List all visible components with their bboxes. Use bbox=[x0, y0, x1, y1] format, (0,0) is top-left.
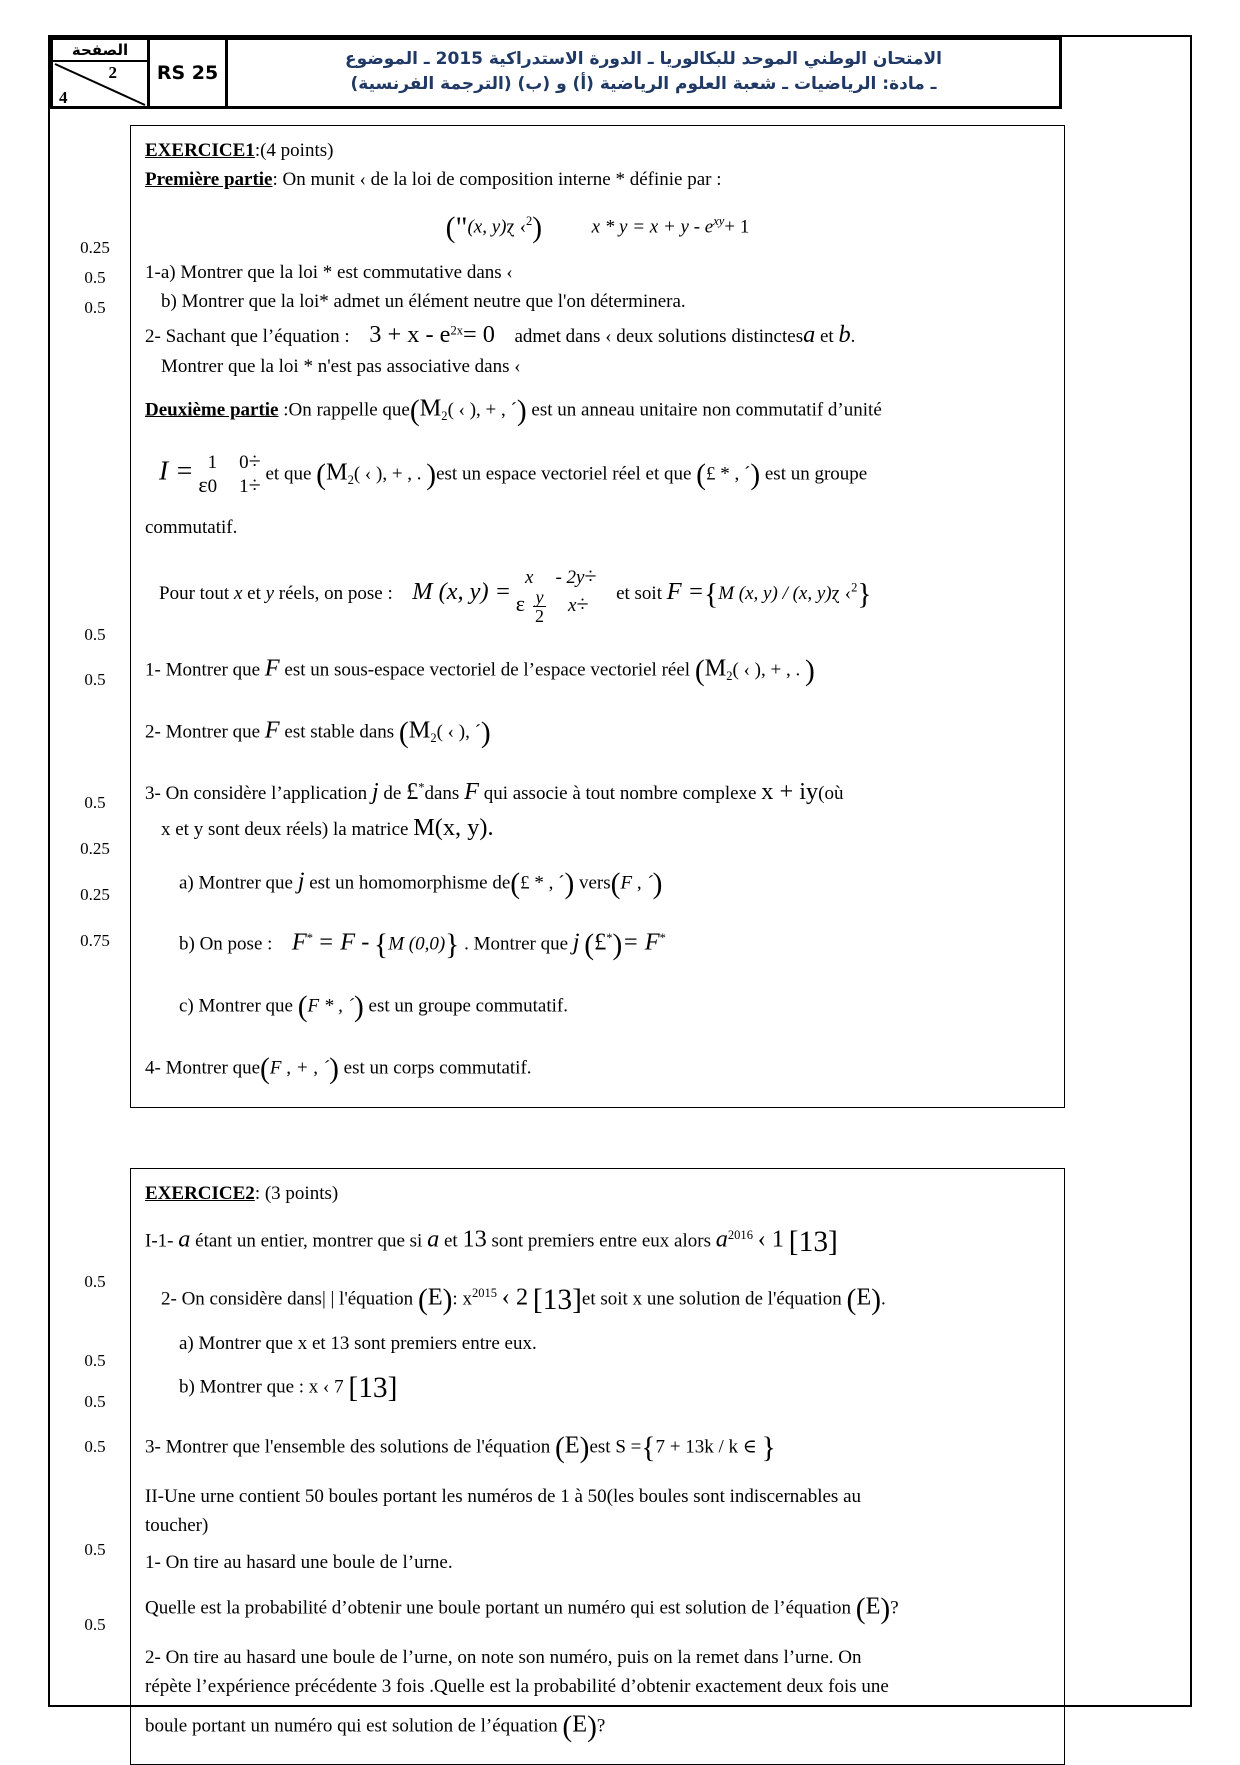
commutatif-line: commutatif. bbox=[145, 516, 238, 538]
identity-matrix: ɛ 1 0÷ 0 1÷ bbox=[198, 447, 261, 497]
matrix-row: x - 2y÷ bbox=[525, 562, 597, 588]
ex2-q2-sym: | | bbox=[321, 1287, 335, 1309]
ex2-q2-mod: [13] bbox=[532, 1283, 582, 1316]
fraction-denominator: 2 bbox=[535, 605, 545, 626]
p2-q3b-eq: = F - bbox=[317, 928, 370, 956]
q1a-line: 1-a) Montrer que la loi * est commutative dans ‹ bbox=[145, 261, 513, 283]
matrix-cell: x bbox=[568, 594, 577, 616]
p2-q3b-a: b) On pose : bbox=[179, 933, 273, 955]
p2-q3b-C: £ bbox=[594, 928, 607, 956]
p2-q3-b: de bbox=[383, 782, 402, 804]
mark-value: 0.75 bbox=[80, 931, 110, 950]
p2-q3a-C: £ * , ´ bbox=[520, 871, 565, 893]
q2-equation-exp: 2x bbox=[450, 323, 463, 338]
p2-q3c-line: c) Montrer que (F * , ´) est un groupe commutatif. bbox=[179, 991, 568, 1024]
part1-heading bbox=[145, 167, 1050, 194]
part1-intro: : On munit ‹ de la loi de composition interne * définie par : bbox=[272, 168, 722, 190]
p2-q1-M-args: ( ‹ ), + , . bbox=[732, 659, 805, 681]
M-intro-y: y bbox=[265, 582, 275, 604]
M-intro-a: Pour tout bbox=[159, 582, 230, 604]
mark-value: 0.5 bbox=[84, 625, 106, 644]
q2-et: et bbox=[820, 325, 834, 347]
exercise-2-title: EXERCICE2 bbox=[145, 1182, 255, 1204]
ex2-p-q2-line2: répète l’expérience précédente 3 fois .Quelle est la probabilité d’obtenir exactement deux fois une bbox=[145, 1675, 889, 1697]
ex2-p-q2-l3-a: boule portant un numéro qui est solution de l’équation bbox=[145, 1714, 558, 1736]
identity-group: £ * , ´ bbox=[705, 463, 751, 485]
ex2-p-q2-l3-q: ? bbox=[596, 1714, 606, 1736]
matrix-row: $\frac{y}{2}$ x÷ bbox=[535, 586, 589, 626]
ex2-p-q2-l3-E: E bbox=[572, 1709, 588, 1737]
p2-q3b-Fstar: F bbox=[291, 928, 307, 956]
ex2-q1-cong: ‹ 1 bbox=[757, 1225, 785, 1253]
p2-q3-line2-a: x et y sont deux réels) la matrice bbox=[161, 819, 409, 841]
q1b-line: b) Montrer que la loi* admet un élément neutre que l'on déterminera. bbox=[161, 290, 686, 312]
p2-q1-M: M bbox=[704, 654, 727, 682]
formula-belongs: ɀ ‹ bbox=[506, 216, 527, 238]
p2-q2-M: M bbox=[408, 716, 431, 743]
page-number-box bbox=[50, 37, 150, 109]
p2-q2-M-args: ( ‹ ), ´ bbox=[436, 721, 481, 742]
ex2-q1-13: 13 bbox=[462, 1225, 487, 1253]
M-intro-et: et bbox=[247, 582, 261, 604]
ex2-q3-set: 7 + 13k / k ∈ bbox=[655, 1436, 762, 1458]
ex2-q2b-mod: [13] bbox=[348, 1372, 398, 1405]
p2-q3b-Fstar-sup: * bbox=[306, 931, 314, 946]
identity-label: I = bbox=[159, 454, 194, 486]
matrix-cell: 0 bbox=[207, 475, 218, 497]
ex2-q1-e: sont premiers entre eux alors bbox=[491, 1230, 711, 1252]
ex2-q1-d: et bbox=[443, 1230, 458, 1252]
exam-title-line2: ـ مادة: الرياضيات ـ شعبة العلوم الرياضية (أ) و (ب) (الترجمة الفرنسية) bbox=[350, 74, 937, 94]
ex2-q1-pow-base: a bbox=[715, 1225, 728, 1253]
ex2-q2-exp: 2015 bbox=[471, 1285, 498, 1300]
p2-q3-c: dans bbox=[424, 782, 460, 804]
ex2-p-q1b-E: E bbox=[865, 1592, 881, 1620]
identity-M2-sub: 2 bbox=[347, 473, 354, 488]
p2-q1-F: F bbox=[264, 654, 280, 682]
ex2-q2-c: : x bbox=[452, 1287, 472, 1309]
M-intro-x: x bbox=[233, 582, 243, 604]
p2-q1-a: 1- Montrer que bbox=[145, 659, 261, 681]
mark-value: 0.25 bbox=[80, 839, 110, 858]
ex2-q3-a: 3- Montrer que l'ensemble des solutions de l'équation bbox=[145, 1436, 551, 1458]
p2-q2-b: est stable dans bbox=[284, 721, 395, 742]
p2-q3b-j: j bbox=[572, 928, 580, 956]
formula-close: ) bbox=[532, 211, 543, 244]
exam-content bbox=[60, 125, 1065, 1765]
ex2-q2-a: 2- On considère dans bbox=[161, 1287, 322, 1309]
mark-value: 0.5 bbox=[84, 1391, 106, 1411]
part2-intro-b: est un anneau unitaire non commutatif d’unité bbox=[531, 399, 882, 421]
p2-q3-j: j bbox=[371, 777, 379, 805]
p2-q1-M-sub: 2 bbox=[726, 668, 733, 683]
ex2-q2-E: E bbox=[427, 1282, 443, 1310]
p2-q3a-line: a) Montrer que j est un homomorphisme de(£ * , ´) vers(F , ´) bbox=[179, 866, 663, 900]
formula-exponent: 2 bbox=[526, 213, 533, 228]
exercise-1-title: EXERCICE1 bbox=[145, 140, 255, 161]
p2-q3b-line: b) On pose : F* = F - {M (0,0)} . Montrer que j (£*)= F* bbox=[179, 928, 666, 962]
ex2-part2-line2: toucher) bbox=[145, 1514, 209, 1536]
p2-q1-b: est un sous-espace vectoriel de l’espace vectoriel réel bbox=[284, 659, 691, 681]
matrix-cell: - 2y bbox=[555, 566, 585, 588]
identity-matrix-line: I = ɛ 1 0÷ 0 1÷ et que ($M_2$( ‹ ), + , . )est un espace vectoriel réel et que (£ * , ´) est un groupe bbox=[145, 449, 1050, 501]
p2-q3c-b: est un groupe commutatif. bbox=[368, 995, 568, 1017]
part2-M2-args: ( ‹ ), + , ´ bbox=[447, 399, 517, 421]
ex2-q2-E2: E bbox=[856, 1282, 872, 1310]
part2-heading: Deuxième partie :On rappelle $que(M_2$( ‹ ), + , ´) est un anneau unitaire non commutatif d’unité bbox=[145, 394, 882, 428]
p2-q3c-F: F * , ´ bbox=[307, 995, 354, 1017]
p2-q3b-set: M (0,0) bbox=[388, 933, 446, 955]
matrix-cell: 1 bbox=[239, 475, 249, 497]
M-matrix-line: Pour tout x et y réels, on pose : M (x, y) = ɛ x - 2y÷ $\frac{y}{2}$ x÷ et soit F ={M (x, y) / (x, y)ɀ ‹$^2$} bbox=[159, 562, 872, 626]
part1-title: Première partie bbox=[145, 168, 273, 190]
mark-value: 0.5 bbox=[84, 1271, 106, 1291]
exercise-2-points: : (3 points) bbox=[254, 1182, 339, 1204]
ex2-q1-pow-exp: 2016 bbox=[727, 1227, 753, 1242]
formula-pair: (x, y) bbox=[467, 216, 507, 238]
ex2-q1-a: I-1- bbox=[145, 1230, 174, 1252]
formula-open: (" bbox=[445, 211, 468, 244]
p2-q3-F: F bbox=[464, 777, 479, 805]
q2-var-a: a bbox=[803, 320, 816, 348]
mark-value: 0.5 bbox=[84, 1614, 106, 1634]
q2-dot: . bbox=[850, 325, 856, 347]
ex2-q2-line: 2- On considère dans| | l'équation (E): $x^{2015}$ ‹ 2 [13]et soit x une solution de l'équation (E). bbox=[161, 1282, 886, 1316]
M-label: M (x, y) = bbox=[412, 577, 512, 605]
matrix-cell: 1 bbox=[207, 451, 218, 473]
exercise-2-heading bbox=[145, 1181, 1050, 1208]
exercise-1-heading bbox=[145, 138, 1050, 165]
ex2-q2b-line bbox=[145, 1368, 1050, 1410]
matrix-cell-fraction bbox=[533, 588, 546, 625]
p2-q3b-C-sup: * bbox=[606, 931, 613, 946]
ex2-p-q1b-q: ? bbox=[890, 1597, 899, 1619]
p2-q2-a: 2- Montrer que bbox=[145, 721, 261, 742]
law-exponent: xy bbox=[713, 213, 725, 228]
M-set-body: M (x, y) / (x, y) bbox=[718, 582, 832, 604]
part2-M2-sub: 2 bbox=[441, 409, 448, 424]
ex2-q3-E: E bbox=[564, 1431, 580, 1459]
fraction-numerator: y bbox=[535, 586, 544, 607]
exercise-1-block bbox=[60, 125, 1065, 1108]
p2-q3a-b: est un homomorphisme de bbox=[309, 871, 511, 893]
matrix-row: 1 0÷ bbox=[207, 447, 261, 473]
q2-middle: admet dans ‹ deux solutions distinctes bbox=[514, 325, 804, 347]
exercise-2-box bbox=[130, 1168, 1065, 1765]
mark-value: 0.5 bbox=[84, 298, 106, 317]
part2-M2: M bbox=[419, 394, 442, 422]
M-set-exp: 2 bbox=[851, 580, 858, 595]
p2-q3c-a: c) Montrer que bbox=[179, 995, 293, 1017]
identity-after-b: est un espace vectoriel réel et que bbox=[436, 463, 692, 485]
exam-header bbox=[50, 37, 1062, 109]
part2-title: Deuxième partie bbox=[145, 399, 279, 421]
mark-value: 0.5 bbox=[84, 1350, 106, 1370]
q2-var-b: b bbox=[838, 320, 851, 348]
p2-q3b-res-sup: * bbox=[659, 931, 666, 946]
ex2-p-q1b-line: Quelle est la probabilité d’obtenir une boule portant un numéro qui est solution de l’équation (E)? bbox=[145, 1592, 899, 1625]
p2-q4-a: 4- Montrer que bbox=[145, 1057, 261, 1079]
exercise-1-points: :(4 points) bbox=[254, 140, 334, 161]
ex2-q2-cong: ‹ 2 bbox=[501, 1282, 529, 1310]
ex2-part2-line1: II-Une urne contient 50 boules portant les numéros de 1 à 50(les boules sont indiscernables au bbox=[145, 1485, 862, 1507]
mark-value: 0.5 bbox=[84, 1539, 106, 1559]
p2-q3a-a: a) Montrer que bbox=[179, 871, 293, 893]
p2-q3-e: (où bbox=[818, 782, 844, 804]
p2-q3-line bbox=[145, 775, 1050, 810]
ex2-q1-b: étant un entier, montrer que si bbox=[195, 1230, 423, 1252]
p2-q4-F: F , + , ´ bbox=[269, 1057, 330, 1079]
q2-line2: Montrer que la loi * n'est pas associative dans ‹ bbox=[161, 356, 521, 378]
part2-intro-a: :On rappelle que bbox=[283, 399, 410, 421]
ex2-q2b-a: b) Montrer que : x ‹ 7 bbox=[179, 1376, 344, 1398]
p2-q3a-F: F , ´ bbox=[620, 871, 653, 893]
p2-q3-a: 3- On considère l’application bbox=[145, 782, 368, 804]
M-matrix: ɛ x - 2y÷ $\frac{y}{2}$ x÷ bbox=[515, 562, 597, 626]
q2-equation-a: 3 + x - e bbox=[369, 320, 451, 348]
q2-line bbox=[145, 318, 1050, 353]
matrix-cell: 0 bbox=[239, 451, 249, 473]
q2-equation-b: = 0 bbox=[462, 320, 495, 348]
identity-M2-rest: ( ‹ ), + , . bbox=[353, 463, 427, 485]
ex2-q2-d: et soit x une solution de l'équation bbox=[581, 1287, 842, 1309]
ex2-p-q1-line: 1- On tire au hasard une boule de l’urne. bbox=[145, 1551, 453, 1573]
p2-q3b-b: . Montrer que bbox=[464, 933, 569, 955]
exam-title-box bbox=[228, 37, 1062, 109]
ex2-q3-line: 3- Montrer que l'ensemble des solutions de l'équation (E)est S ={7 + 13k / k ∈ } bbox=[145, 1431, 776, 1465]
mark-value: 0.5 bbox=[84, 1436, 106, 1456]
p2-q3a-c: vers bbox=[579, 871, 611, 893]
page-current: 2 bbox=[108, 63, 117, 82]
mark-value: 0.5 bbox=[84, 268, 106, 287]
law-definition-formula bbox=[145, 208, 1050, 250]
p2-q2-line: 2- Montrer que F est stable dans ($M_2$( ‹ ), ´) bbox=[145, 716, 491, 749]
M-F-label: F = bbox=[666, 577, 705, 605]
identity-M2: M bbox=[325, 458, 348, 486]
mark-value: 0.25 bbox=[80, 885, 110, 904]
p2-q3-d: qui associe à tout nombre complexe bbox=[483, 782, 757, 804]
p2-q3b-res: = F bbox=[622, 928, 660, 956]
matrix-row: 0 1÷ bbox=[207, 471, 261, 497]
law-expression: x * y = x + y - e bbox=[591, 216, 714, 238]
p2-q3-z: x + iy bbox=[761, 777, 819, 805]
q2-prefix: 2- Sachant que l’équation : bbox=[145, 325, 350, 347]
page-fraction bbox=[53, 62, 147, 107]
M-set-in: ɀ ‹ bbox=[831, 582, 852, 604]
ex2-p-q1b-a: Quelle est la probabilité d’obtenir une boule portant un numéro qui est solution de l’équation bbox=[145, 1597, 851, 1619]
mark-value: 0.5 bbox=[84, 670, 106, 689]
identity-after-c: est un groupe bbox=[764, 463, 868, 485]
ex2-q1-mod: [13] bbox=[788, 1225, 838, 1258]
ex2-p-q2-line3: boule portant un numéro qui est solution de l’équation (E)? bbox=[145, 1709, 606, 1743]
ex2-q1-var: a bbox=[178, 1225, 191, 1253]
p2-q1-line: 1- Montrer que F est un sous-espace vectoriel de l’espace vectoriel réel ($M_2$( ‹ ), + , . ) bbox=[145, 654, 815, 687]
p2-q2-M-sub: 2 bbox=[430, 730, 437, 745]
exercise-1-box bbox=[130, 125, 1065, 1108]
p2-q3-line2 bbox=[145, 811, 1050, 846]
mark-value: 0.25 bbox=[80, 238, 110, 257]
exam-title-line1: الامتحان الوطني الموحد للبكالوريا ـ الدورة الاستدراكية 2015 ـ الموضوع bbox=[345, 49, 942, 70]
law-expression-end: + 1 bbox=[724, 216, 750, 238]
matrix-cell: x bbox=[525, 566, 534, 588]
ex2-q1-line bbox=[145, 1222, 1050, 1264]
page-label: الصفحة bbox=[53, 40, 147, 62]
mark-value: 0.5 bbox=[84, 793, 106, 812]
M-soit: et soit bbox=[616, 582, 662, 604]
p2-q4-b: est un corps commutatif. bbox=[343, 1057, 532, 1079]
identity-after-a: et que bbox=[265, 463, 312, 485]
ex2-q2-dot: . bbox=[881, 1287, 886, 1309]
p2-q4-line: 4- Montrer que(F , + , ´) est un corps commutatif. bbox=[145, 1052, 532, 1085]
ex2-q3-b: est S = bbox=[589, 1436, 642, 1458]
exam-code: RS 25 bbox=[150, 37, 228, 109]
p2-q3-line2-M: M(x, y). bbox=[413, 814, 494, 842]
p2-q2-F: F bbox=[264, 716, 280, 743]
p2-q3a-j: j bbox=[297, 866, 305, 894]
exercise-2-block bbox=[60, 1168, 1065, 1765]
ex2-q2-b: l'équation bbox=[339, 1287, 414, 1309]
p2-q3-C: £ bbox=[406, 777, 419, 805]
p2-q3-C-star: * bbox=[418, 780, 425, 795]
ex2-q2a-line: a) Montrer que x et 13 sont premiers entre eux. bbox=[179, 1333, 537, 1355]
ex2-q1-var2: a bbox=[427, 1225, 440, 1253]
page-total: 4 bbox=[59, 88, 68, 107]
ex2-p-q2-line1: 2- On tire au hasard une boule de l’urne, on note son numéro, puis on la remet dans l’urne. On bbox=[145, 1646, 862, 1668]
M-intro-b: réels, on pose : bbox=[278, 582, 393, 604]
